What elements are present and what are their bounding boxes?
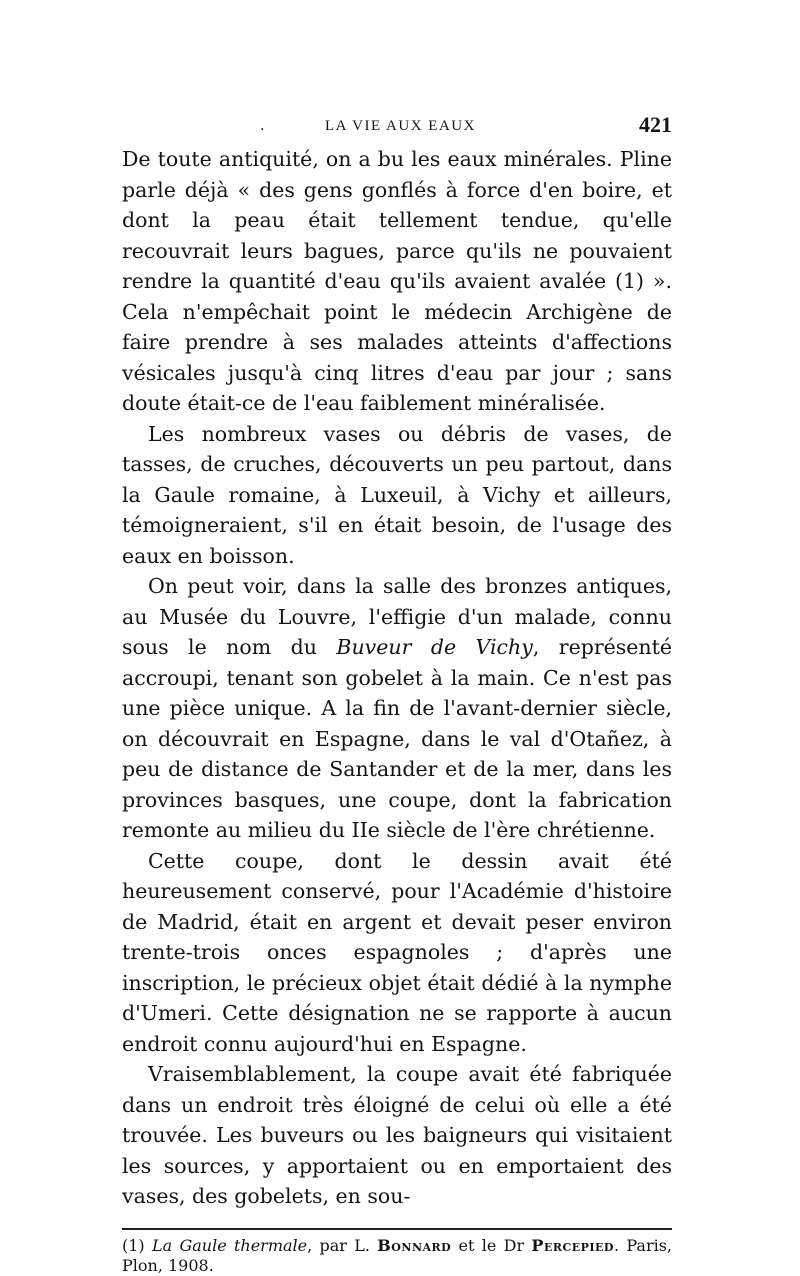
footnote-author-2: Percepied	[531, 1235, 614, 1255]
footnote-author-1: Bonnard	[377, 1235, 452, 1255]
footnote-marker: (1)	[122, 1235, 145, 1255]
header-marker: .	[260, 118, 265, 134]
paragraph-5: Vraisemblablement, la coupe avait été fabriquée dans un endroit très éloigné de celui où elle a été trouvée. Les buveurs ou les baigneurs qui visitaient les sources, y apportaient ou en emportaient des vases, des gobelets, en sou-	[122, 1062, 672, 1208]
paragraph-2: Les nombreux vases ou débris de vases, de tasses, de cruches, découverts un peu partout, dans la Gaule romaine, à Luxeuil, à Vichy et ailleurs, témoigneraient, s'il en était besoin, de l'usage des eaux en boisson.	[122, 421, 672, 568]
paragraph-1: De toute antiquité, on a bu les eaux minérales. Pline parle déjà « des gens gonflés à force d'en boire, et dont la peau était tellement tendue, qu'elle recouvrait leurs bagues, parce qu'ils ne pouvaient rendre la quantité d'eau qu'ils avaient avalée (1) ». Cela n'empêchait point le médecin Archigène de faire prendre à ses malades atteints d'affections vésicales jusqu'à cinq litres d'eau par jour ; sans doute était-ce de l'eau faiblement minéralisée.	[122, 147, 672, 415]
buveur-de-vichy-title: Buveur de Vichy	[336, 635, 533, 659]
footnote-title: La Gaule thermale	[151, 1235, 308, 1255]
footnote-by: , par L.	[307, 1235, 370, 1255]
footnote-joiner: et le Dr	[458, 1235, 525, 1255]
footnote	[122, 1236, 672, 1276]
running-header	[122, 112, 672, 144]
footnote-divider	[122, 1228, 672, 1230]
page-number: 421	[639, 112, 672, 137]
book-page	[122, 112, 672, 1276]
paragraph-3	[122, 571, 672, 846]
paragraph-3-after: , représenté accroupi, tenant son gobelet à la main. Ce n'est pas une pièce unique. A la fin de l'avant-dernier siècle, on découvrait en Espagne, dans le val d'Otañez, à peu de distance de Santander et de la mer, dans les provinces basques, une coupe, dont la fabrication remonte au milieu du IIe siècle de l'ère chrétienne.	[122, 635, 672, 842]
paragraph-3-before: On peut voir, dans la salle des bronzes antiques, au Musée du Louvre, l'effigie d'un malade, connu sous le nom du	[122, 574, 672, 659]
running-title: LA VIE AUX EAUX	[325, 118, 476, 134]
paragraph-4: Cette coupe, dont le dessin avait été heureusement conservé, pour l'Académie d'histoire de Madrid, était en argent et devait peser environ trente-trois onces espagnoles ; d'après une inscription, le précieux objet était dédié à la nymphe d'Umeri. Cette désignation ne se rapporte à aucun endroit connu aujourd'hui en Espagne.	[122, 848, 672, 1056]
footnote-publisher: . Paris, Plon, 1908.	[122, 1235, 673, 1275]
